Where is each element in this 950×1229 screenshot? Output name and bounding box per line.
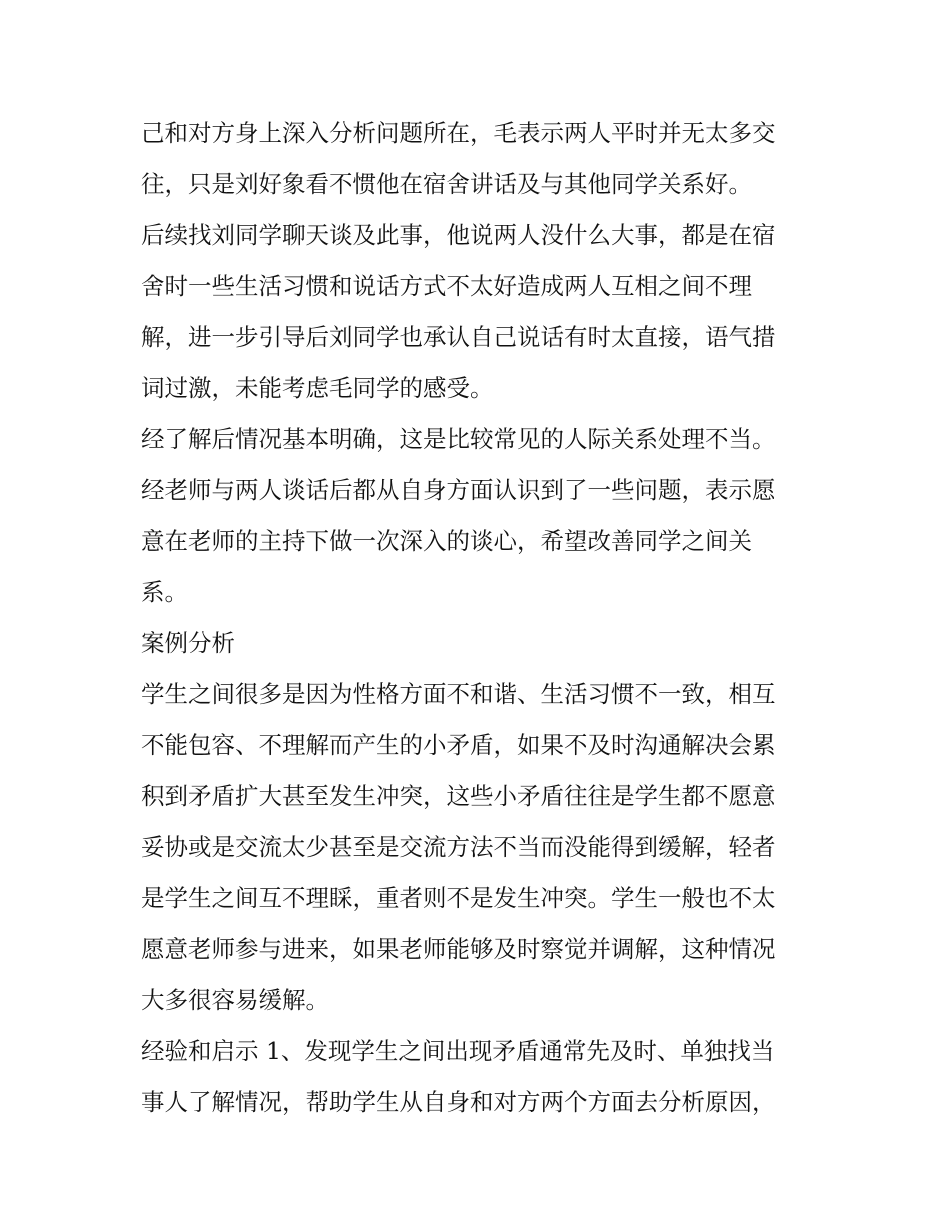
text-line: 己和对方身上深入分析问题所在，毛表示两人平时并无太多交 <box>141 119 776 147</box>
text-line: 经验和启示 1、发现学生之间出现矛盾通常先及时、单独找当 <box>141 1037 775 1065</box>
text-line: 大多很容易缓解。 <box>141 986 329 1014</box>
text-line: 愿意老师参与进来，如果老师能够及时察觉并调解，这种情况 <box>141 935 776 963</box>
document-body <box>141 108 821 1128</box>
text-line: 后续找刘同学聊天谈及此事，他说两人没什么大事，都是在宿 <box>141 221 776 249</box>
text-line: 舍时一些生活习惯和说话方式不太好造成两人互相之间不理 <box>141 272 752 300</box>
text-line: 积到矛盾扩大甚至发生冲突，这些小矛盾往往是学生都不愿意 <box>141 782 776 810</box>
text-line: 词过激，未能考虑毛同学的感受。 <box>141 374 494 402</box>
text-line: 系。 <box>141 578 188 606</box>
text-line: 学生之间很多是因为性格方面不和谐、生活习惯不一致，相互 <box>141 680 776 708</box>
text-line: 意在老师的主持下做一次深入的谈心，希望改善同学之间关 <box>141 527 752 555</box>
text-line: 是学生之间互不理睬，重者则不是发生冲突。学生一般也不太 <box>141 884 776 912</box>
text-line: 往，只是刘好象看不惯他在宿舍讲话及与其他同学关系好。 <box>141 170 752 198</box>
text-line: 事人了解情况，帮助学生从自身和对方两个方面去分析原因， <box>141 1088 776 1116</box>
text-line: 经了解后情况基本明确，这是比较常见的人际关系处理不当。 <box>141 425 776 453</box>
text-line: 不能包容、不理解而产生的小矛盾，如果不及时沟通解决会累 <box>141 731 776 759</box>
section-heading: 案例分析 <box>141 629 235 657</box>
text-line: 解，进一步引导后刘同学也承认自己说话有时太直接，语气措 <box>141 323 776 351</box>
text-line: 妥协或是交流太少甚至是交流方法不当而没能得到缓解，轻者 <box>141 833 776 861</box>
text-line: 经老师与两人谈话后都从自身方面认识到了一些问题，表示愿 <box>141 476 776 504</box>
